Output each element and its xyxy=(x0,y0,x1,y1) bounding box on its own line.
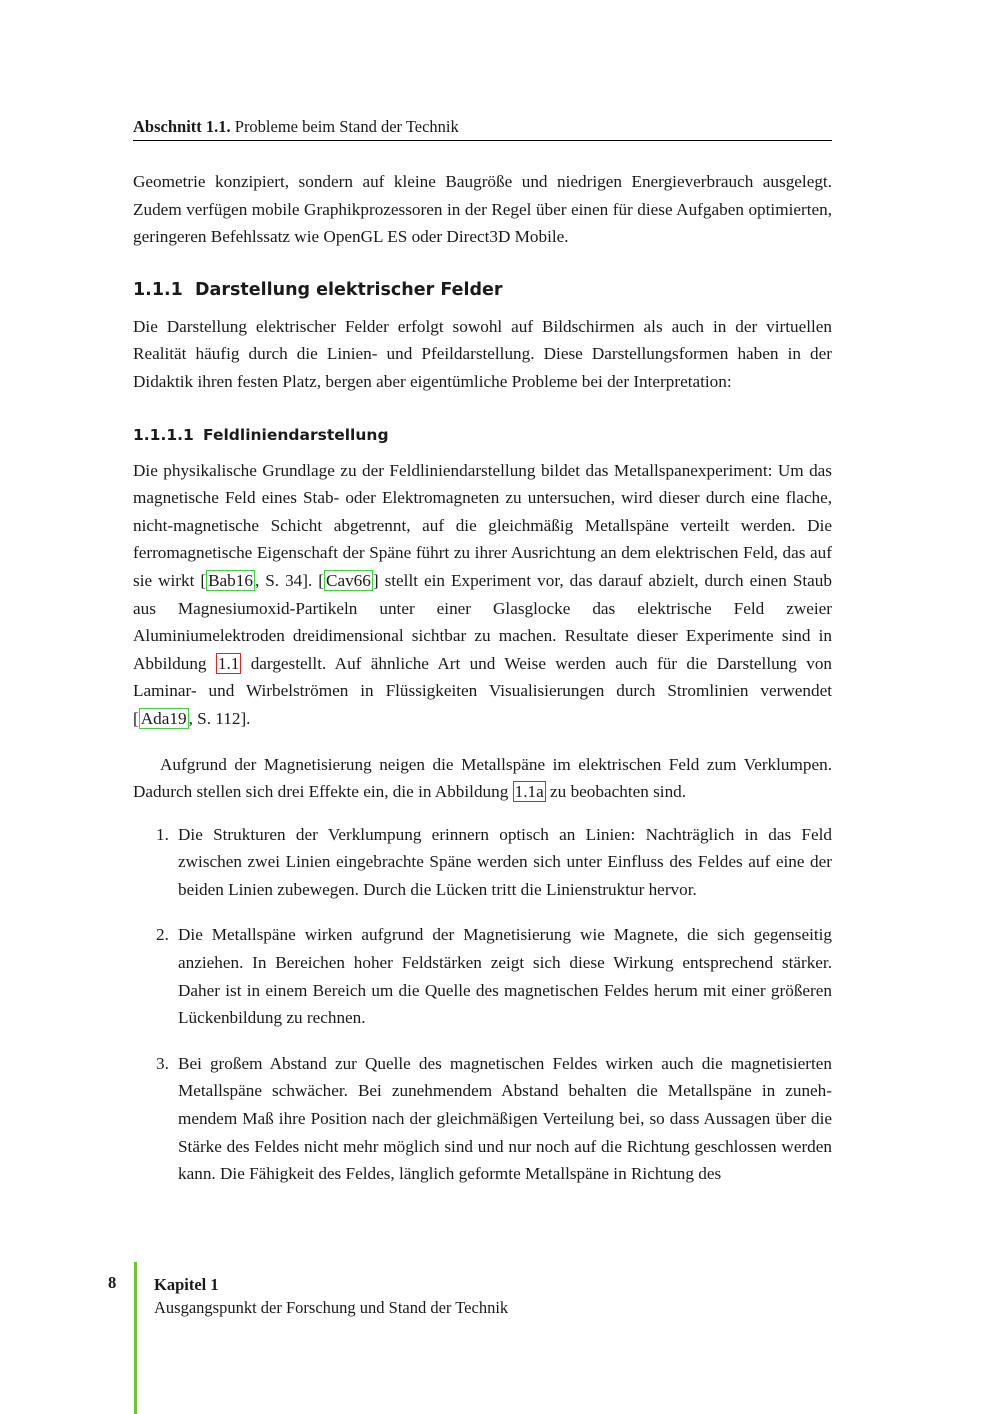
text-run: Aufgrund der Magnetisierung neigen die Metallspäne im elektrischen Feld zum Verklumpen. Dadurch stellen sich drei Effekte ein, die in Abbildung xyxy=(133,754,832,802)
subsection-number: 1.1.1 xyxy=(133,279,183,300)
paragraph-magnetization xyxy=(133,751,832,806)
header-section-title: Probleme beim Stand der Technik xyxy=(234,117,459,136)
footer-accent-bar xyxy=(134,1262,137,1414)
effects-list xyxy=(133,821,832,1188)
subsubsection-number: 1.1.1.1 xyxy=(133,425,194,444)
footer-chapter-label: Kapitel 1 xyxy=(154,1275,219,1294)
list-item xyxy=(133,921,832,1031)
text-run: ] stellt ein Experiment vor, das darauf abzielt, durch einen Staub aus Magnesiumoxid-Partikeln unter einer Glasglocke das elektrische Feld zweier Aluminiumelektroden dreidimensional sichtbar zu machen. Resultate dieser Experimente sind in Abbildung xyxy=(133,570,832,673)
paragraph-field-lines xyxy=(133,457,832,733)
citation-link-bab16[interactable]: Bab16 xyxy=(208,570,253,590)
text-run: , S. 112]. xyxy=(188,708,251,728)
list-item-number: 1. xyxy=(156,824,169,844)
figure-ref-1-1[interactable]: 1.1 xyxy=(217,653,240,673)
list-item-number: 3. xyxy=(156,1053,169,1073)
intro-paragraph: Geometrie konzipiert, sondern auf kleine Baugröße und niedrigen Energieverbrauch ausgelegt. Zudem verfügen mobile Graphikprozessoren in der Regel über einen für diese Aufgaben optimierten, geringeren Befehlssatz wie OpenGL ES oder Direct3D Mobile. xyxy=(133,172,832,247)
text-run: , S. 34]. [ xyxy=(254,570,324,590)
subsection-title: Darstellung elektrischer Felder xyxy=(195,279,503,300)
citation-link-ada19[interactable]: Ada19 xyxy=(140,708,187,728)
text-run: zu beobachten sind. xyxy=(545,782,687,802)
subsubsection-title: Feldliniendarstellung xyxy=(203,425,389,444)
subsection-paragraph: Die Darstellung elektrischer Felder erfolgt sowohl auf Bildschirmen als auch in der virtuellen Realität häufig durch die Linien- und Pfeildarstellung. Diese Darstellungsformen haben in der Didaktik ihren festen Platz, bergen aber eigentümliche Probleme bei der Interpretation: xyxy=(133,316,832,391)
list-item-number: 2. xyxy=(156,925,169,945)
text-run: Die physikalische Grundlage zu der Feldliniendarstellung bildet das Metallspanexperiment: Um das magnetische Feld eines Stab- oder Elektromagneten zu untersuchen, wird dieser durch eine flache, nicht-magnetische Schicht abgetrennt, auf die gleichmäßig Metallspäne verteilt werden. Die ferromagnetische Eigenschaft der Späne führt zu ihrer Ausrichtung an dem elektrischen Feld, das auf sie wirkt [ xyxy=(133,460,832,590)
list-item xyxy=(133,1050,832,1188)
list-item-text: Bei großem Abstand zur Quelle des magnetischen Feldes wirken auch die magnetisierten Metallspäne schwächer. Bei zunehmendem Abstand behalten die Metallspäne in zunehmendem Maß ihre Position nach der gleichmäßigen Verteilung bei, so dass Aussagen über die Stärke des Feldes nicht mehr möglich sind und nur noch auf die Richtung geschlossen werden kann. Die Fähigkeit des Feldes, länglich geformte Metallspäne in Richtung des xyxy=(178,1053,832,1184)
running-header xyxy=(133,116,832,141)
list-item-text: Die Strukturen der Verklumpung erinnern optisch an Linien: Nachträglich in das Feld zwischen zwei Linien eingebrachte Späne werden sich unter Einfluss des Feldes auf eine der beiden Linien zubewegen. Durch die Lücken tritt die Linienstruktur hervor. xyxy=(178,824,832,899)
footer-chapter-title: Ausgangspunkt der Forschung und Stand der Technik xyxy=(154,1298,509,1317)
footer-chapter xyxy=(154,1273,508,1319)
subsubsection-heading xyxy=(133,424,832,446)
list-item xyxy=(133,821,832,904)
citation-link-cav66[interactable]: Cav66 xyxy=(326,570,371,590)
figure-ref-1-1a[interactable]: 1.1a xyxy=(514,782,544,802)
page-body xyxy=(133,168,832,1206)
header-section-number: Abschnitt 1.1. xyxy=(133,117,231,136)
list-item-text: Die Metallspäne wirken aufgrund der Magnetisierung wie Magnete, die sich gegenseitig anziehen. In Bereichen hoher Feldstärken zeigt sich diese Wirkung entsprechend stärker. Daher ist in einem Bereich um die Quelle des magnetischen Feldes herum mit einer größeren Lückenbildung zu rechnen. xyxy=(178,925,832,1028)
page-number: 8 xyxy=(108,1273,117,1292)
subsection-heading xyxy=(133,278,832,302)
text-run: dargestellt. Auf ähnliche Art und Weise werden auch für die Darstellung von Laminar- und Wirbelströmen in Flüssigkeiten Visualisierungen durch Stromlinien verwendet [ xyxy=(133,653,833,728)
